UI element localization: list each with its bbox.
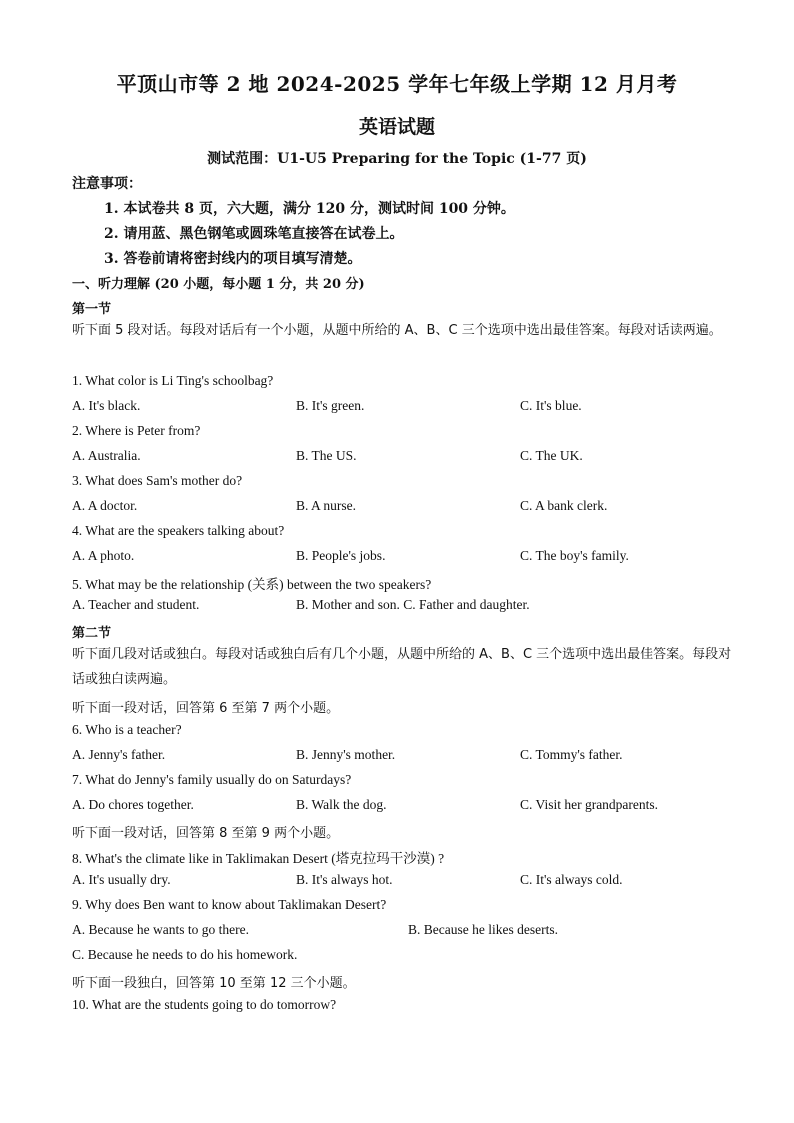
prompt-8-9: 听下面一段对话，回答第 8 至第 9 两个小题。 (72, 826, 340, 841)
q4-option-b: B. People's jobs. (296, 548, 386, 563)
q3-option-c: C. A bank clerk. (520, 498, 608, 513)
q2-option-a: A. Australia. (72, 448, 141, 463)
q6-option-b: B. Jenny's mother. (296, 747, 396, 762)
q3-option-b: B. A nurse. (296, 498, 357, 513)
question-10: 10. What are the students going to do tomorrow? (72, 997, 337, 1012)
q7-option-a: A. Do chores together. (72, 797, 194, 812)
q2-option-c: C. The UK. (520, 448, 583, 463)
q9-option-b: B. Because he likes deserts. (408, 922, 558, 937)
q4-option-c: C. The boy's family. (520, 548, 629, 563)
q6-option-c: C. Tommy's father. (520, 747, 623, 762)
q1-option-b: B. It's green. (296, 398, 365, 413)
note-item-2: 2. 请用蓝、黑色钢笔或圆珠笔直接答在试卷上。 (104, 226, 404, 242)
q4-option-a: A. A photo. (72, 548, 135, 563)
q9-option-c: C. Because he needs to do his homework. (72, 947, 298, 962)
question-4: 4. What are the speakers talking about? (72, 523, 285, 538)
part2-label: 第二节 (72, 626, 112, 641)
question-2: 2. Where is Peter from? (72, 423, 201, 438)
test-range: 测试范围：U1-U5 Preparing for the Topic (1-77 页) (207, 151, 587, 167)
prompt-6-7: 听下面一段对话，回答第 6 至第 7 两个小题。 (72, 701, 340, 716)
question-1: 1. What color is Li Ting's schoolbag? (72, 373, 274, 388)
q7-option-b: B. Walk the dog. (296, 797, 387, 812)
part2-instruction: 听下面几段对话或独白。每段对话或独白后有几个小题，从题中所给的 A、B、C 三个选项中选出最佳答案。每段对话或独白读两遍。 (72, 647, 732, 687)
q5-option-b: B. Mother and son. C. Father and daughter. (296, 597, 530, 612)
question-8: 8. What's the climate like in Taklimakan Desert (塔克拉玛干沙漠) ? (72, 851, 445, 866)
part1-label: 第一节 (72, 302, 112, 317)
q6-option-a: A. Jenny's father. (72, 747, 166, 762)
q1-option-c: C. It's blue. (520, 398, 582, 413)
notes-heading: 注意事项： (72, 176, 142, 192)
q1-option-a: A. It's black. (72, 398, 141, 413)
q9-option-a: A. Because he wants to go there. (72, 922, 249, 937)
exam-title: 平顶山市等 2 地 2024-2025 学年七年级上学期 12 月月考 (116, 72, 678, 96)
q2-option-b: B. The US. (296, 448, 357, 463)
question-7: 7. What do Jenny's family usually do on Saturdays? (72, 772, 352, 787)
subject-title: 英语试题 (358, 116, 435, 138)
q8-option-a: A. It's usually dry. (72, 872, 171, 887)
q5-option-a: A. Teacher and student. (72, 597, 200, 612)
prompt-10-12: 听下面一段独白，回答第 10 至第 12 三个小题。 (72, 976, 356, 991)
question-9: 9. Why does Ben want to know about Taklimakan Desert? (72, 897, 387, 912)
note-item-3: 3. 答卷前请将密封线内的项目填写清楚。 (104, 251, 362, 267)
question-5: 5. What may be the relationship (关系) between the two speakers? (72, 577, 432, 592)
q3-option-a: A. A doctor. (72, 498, 138, 513)
question-6: 6. Who is a teacher? (72, 722, 182, 737)
q7-option-c: C. Visit her grandparents. (520, 797, 659, 812)
q8-option-c: C. It's always cold. (520, 872, 623, 887)
q8-option-b: B. It's always hot. (296, 872, 393, 887)
note-item-1: 1. 本试卷共 8 页，六大题，满分 120 分，测试时间 100 分钟。 (104, 201, 515, 217)
part1-instruction: 听下面 5 段对话。每段对话后有一个小题，从题中所给的 A、B、C 三个选项中选出最佳答案。每段对话读两遍。 (72, 323, 722, 338)
question-3: 3. What does Sam's mother do? (72, 473, 243, 488)
section-heading: 一、听力理解 (20 小题，每小题 1 分，共 20 分) (72, 277, 365, 292)
